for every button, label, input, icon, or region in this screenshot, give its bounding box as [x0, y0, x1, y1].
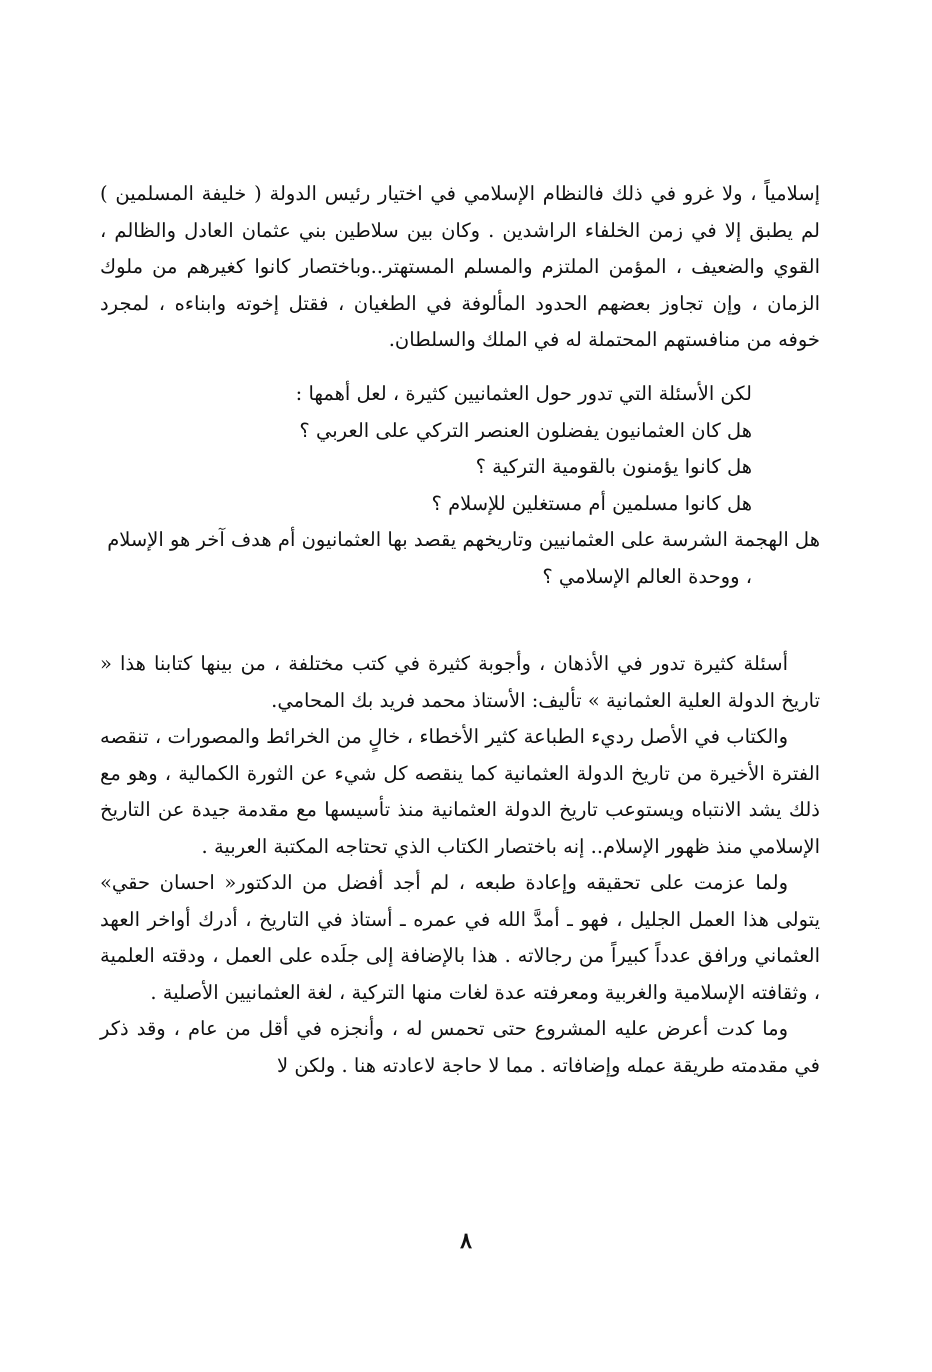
question-item: هل كانوا مسلمين أم مستغلين للإسلام ؟ [431, 491, 752, 515]
question-item: هل كان العثمانيون يفضلون العنصر التركي على العربي ؟ [299, 418, 752, 442]
paragraph-project: وما كدت أعرض عليه المشروع حتى تحمس له ، وأنجزه في أقل من عام ، وقد ذكر في مقدمته طريقة عمله وإضافاته . مما لا حاجة لاعادته هنا . ولكن لا [100, 1017, 820, 1077]
paragraph-text: إسلامياً ، ولا غرو في ذلك فالنظام الإسلامي في اختيار رئيس الدولة ( خليفة المسلمين ) لم يطبق إلا في زمن الخلفاء الراشدين . وكان بين سلاطين بني عثمان العادل والظالم ، القوي والضعيف ، المؤمن الملتزم والمسلم المستهتر..وباختصار كانوا كغيرهم من ملوك الزمان ، وإن تجاوز بعضهم الحدود المألوفة في الطغيان ، فقتل إخوته وابناءه ، لمجرد خوفه من منافستهم المحتملة له في الملك والسلطان. [100, 182, 820, 351]
question-item: هل الهجمة الشرسة على العثمانيين وتاريخهم يقصد بها العثمانيون أم هدف آخر هو الإسلام ، ووحدة العالم الإسلامي ؟ [107, 528, 820, 588]
paragraph-ottoman-rulers [100, 176, 820, 359]
question-item: هل كانوا يؤمنون بالقومية التركية ؟ [475, 455, 752, 478]
questions-intro: لكن الأسئلة التي تدور حول العثمانيين كثيرة ، لعل أهمها : [295, 382, 752, 405]
paragraph-editor: ولما عزمت على تحقيقه وإعادة طبعه ، لم أجد أفضل من الدكتور« احسان حقي» يتولى هذا العمل الجليل ، فهو ـ أمدَّ الله في عمره ـ أستاذ في التاريخ ، أدرك أواخر العهد العثماني ورافق عدداً كبيراً من رجالاته . هذا بالإضافة إلى جلَده على العمل ، ودقته العلمية ، وثقافته الإسلامية والغربية ومعرفته عدة لغات منها التركية ، لغة العثمانيين الأصلية . [100, 871, 820, 1004]
questions-section [100, 376, 820, 595]
paragraph-book-description: والكتاب في الأصل رديء الطباعة كثير الأخطاء ، خالٍ من الخرائط والمصورات ، تنقصه الفترة الأخيرة من تاريخ الدولة العثمانية كما ينقصه كل شيء عن الثورة الكمالية ، وهو مع ذلك يشد الانتباه ويستوعب تاريخ الدولة العثمانية منذ تأسيسها مع مقدمة جيدة عن التاريخ الإسلامي منذ ظهور الإسلام.. إنه باختصار الكتاب الذي تحتاجه المكتبة العربية . [100, 725, 820, 858]
page-number: ٨ [460, 1228, 472, 1254]
paragraph-book-intro: أسئلة كثيرة تدور في الأذهان ، وأجوبة كثيرة في كتب مختلفة ، من بينها كتابنا هذا « تاريخ الدولة العلية العثمانية » تأليف: الأستاذ محمد فريد بك المحامي. [100, 652, 820, 712]
body-paragraphs [100, 646, 820, 1084]
